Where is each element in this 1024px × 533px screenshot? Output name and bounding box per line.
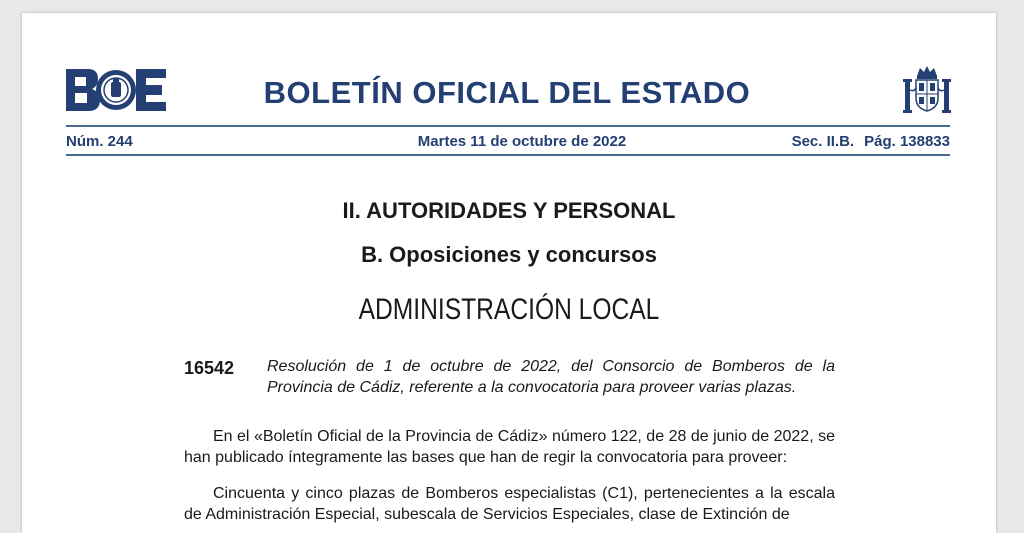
issue-date: Martes 11 de octubre de 2022 (417, 133, 627, 150)
issue-number: Núm. 244 (66, 133, 133, 150)
document-page (22, 13, 996, 533)
section-code: Sec. II.B. (791, 133, 855, 150)
masthead-title: BOLETÍN OFICIAL DEL ESTADO (263, 75, 751, 110)
header-top-rule (66, 125, 950, 127)
page-number: Pág. 138833 (864, 133, 950, 150)
subsection-title: B. Oposiciones y concursos (361, 242, 657, 267)
administration-heading: ADMINISTRACIÓN LOCAL (358, 293, 660, 326)
body-paragraph-1: En el «Boletín Oficial de la Provincia de Cádiz» número 122, de 28 de junio de 2022, se han publicado íntegramente las bases que han de regir la convocatoria para proveer: (184, 428, 835, 466)
coat-of-arms-icon (902, 64, 952, 116)
header-bottom-rule (66, 154, 950, 156)
boe-logo (66, 69, 166, 111)
document-number: 16542 (184, 358, 235, 378)
resolution-summary: Resolución de 1 de octubre de 2022, del Consorcio de Bomberos de la Provincia de Cádiz, referente a la convocatoria para proveer varias plazas. (267, 358, 835, 396)
body-paragraph-2: Cincuenta y cinco plazas de Bomberos especialistas (C1), pertenecientes a la escala de Administración Especial, subescala de Servicios Especiales, clase de Extinción de (184, 485, 835, 523)
section-title: II. AUTORIDADES Y PERSONAL (342, 198, 676, 223)
section-page-info (792, 133, 950, 150)
